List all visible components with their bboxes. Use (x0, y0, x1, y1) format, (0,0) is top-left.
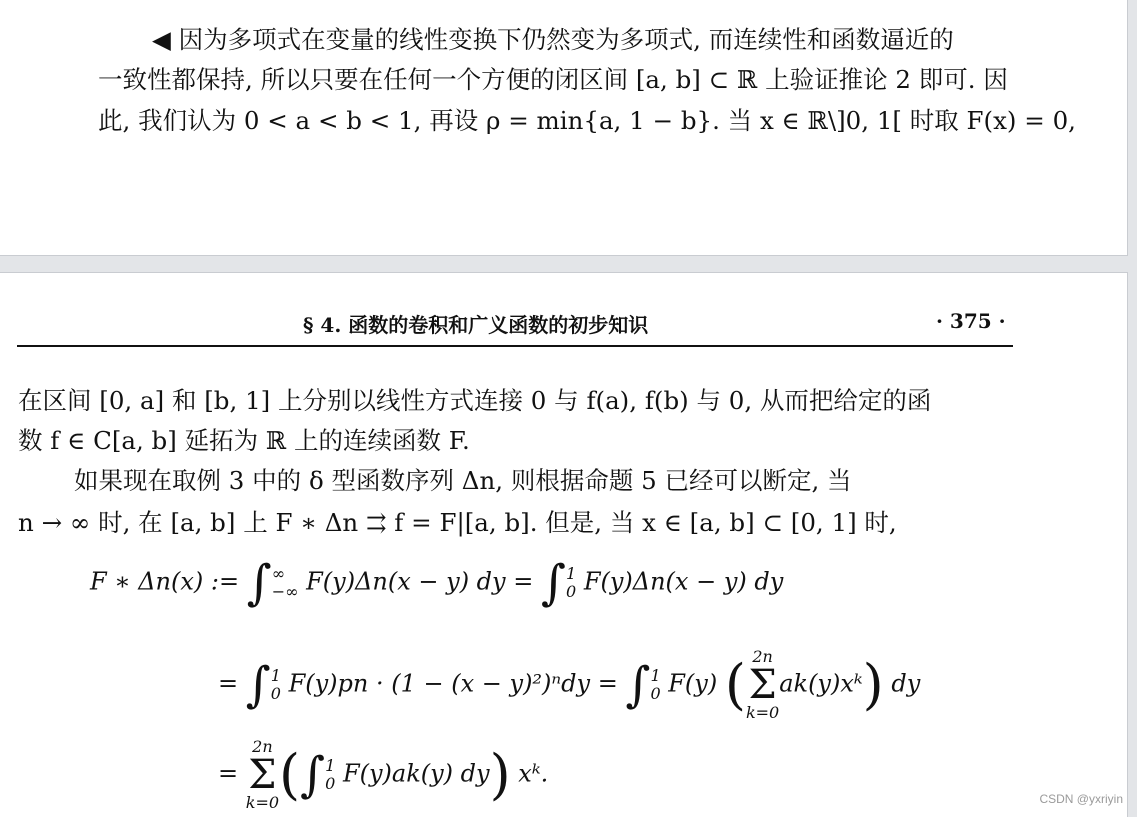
right-paren: ) (489, 743, 511, 806)
left-paren: ( (279, 743, 301, 806)
integral-upper-limit: 1 (566, 564, 577, 583)
integral-sign: ∫ (246, 555, 272, 611)
right-paren: ) (862, 653, 884, 716)
eq1-rhs: F(y)Δn(x − y) dy (583, 567, 784, 596)
sum-lower-limit: k=0 (245, 793, 280, 812)
eq3-equals: = (218, 759, 239, 788)
eq2-tail: dy (891, 669, 921, 698)
eq2-equals: = (218, 669, 239, 698)
text-line: 此, 我们认为 0 < a < b < 1, 再设 ρ = min{a, 1 − b}. 当 x ∈ ℝ\]0, 1[ 时取 F(x) = 0, (98, 106, 1076, 135)
integral-sign: ∫ (625, 657, 651, 713)
equation-line-3 (218, 738, 548, 812)
sum-sign: Σ (748, 662, 777, 708)
integral-sign: ∫ (540, 555, 566, 611)
eq3-body: F(y)ak(y) dy (342, 759, 490, 788)
sum-upper-limit: 2n (752, 647, 773, 666)
sum-lower-limit: k=0 (745, 703, 780, 722)
integral-upper-limit: 1 (270, 666, 281, 685)
header-rule (17, 345, 1013, 347)
equation-line-1 (90, 555, 784, 611)
integral-lower-limit: 0 (270, 684, 281, 703)
integral-lower-limit: −∞ (271, 582, 299, 601)
sum-upper-limit: 2n (252, 737, 273, 756)
integral-lower-limit: 0 (325, 774, 336, 793)
text-line: ◀ 因为多项式在变量的线性变换下仍然变为多项式, 而连续性和函数逼近的 (152, 25, 954, 54)
watermark: CSDN @yxriyin (1039, 792, 1123, 806)
integral-sign: ∫ (245, 657, 271, 713)
left-paren: ( (724, 653, 746, 716)
equation-line-2 (218, 648, 920, 722)
section-header-title: § 4. 函数的卷积和广义函数的初步知识 (303, 313, 649, 337)
integral-lower-limit: 0 (566, 582, 577, 601)
text-line: n → ∞ 时, 在 [a, b] 上 F ∗ Δn ⇉ f = F|[a, b]. 但是, 当 x ∈ [a, b] ⊂ [0, 1] 时, (18, 508, 897, 537)
text-line: 数 f ∈ C[a, b] 延拓为 ℝ 上的连续函数 F. (18, 426, 470, 455)
eq3-tail: xᵏ. (518, 759, 549, 788)
integral-upper-limit: 1 (325, 756, 336, 775)
integral-sign: ∫ (300, 747, 326, 803)
text-line: 一致性都保持, 所以只要在任何一个方便的闭区间 [a, b] ⊂ ℝ 上验证推论 2 即可. 因 (98, 65, 1008, 94)
text-line: 在区间 [0, a] 和 [b, 1] 上分别以线性方式连接 0 与 f(a), f(b) 与 0, 从而把给定的函 (18, 386, 932, 415)
page-number: · 375 · (936, 309, 1006, 333)
integral-lower-limit: 0 (650, 684, 661, 703)
eq2-rhs-a: F(y) (668, 669, 718, 698)
text-line: 如果现在取例 3 中的 δ 型函数序列 Δn, 则根据命题 5 已经可以断定, 当 (74, 466, 852, 495)
eq2-sum-body: ak(y)xᵏ (779, 669, 863, 698)
eq2-mid: F(y)pn · (1 − (x − y)²)ⁿdy = (288, 669, 618, 698)
sum-sign: Σ (248, 752, 277, 798)
eq1-mid: F(y)Δn(x − y) dy = (306, 567, 534, 596)
integral-upper-limit: ∞ (271, 564, 286, 583)
integral-upper-limit: 1 (650, 666, 661, 685)
bottom-page (0, 272, 1128, 817)
eq1-lhs: F ∗ Δn(x) := (90, 567, 240, 596)
